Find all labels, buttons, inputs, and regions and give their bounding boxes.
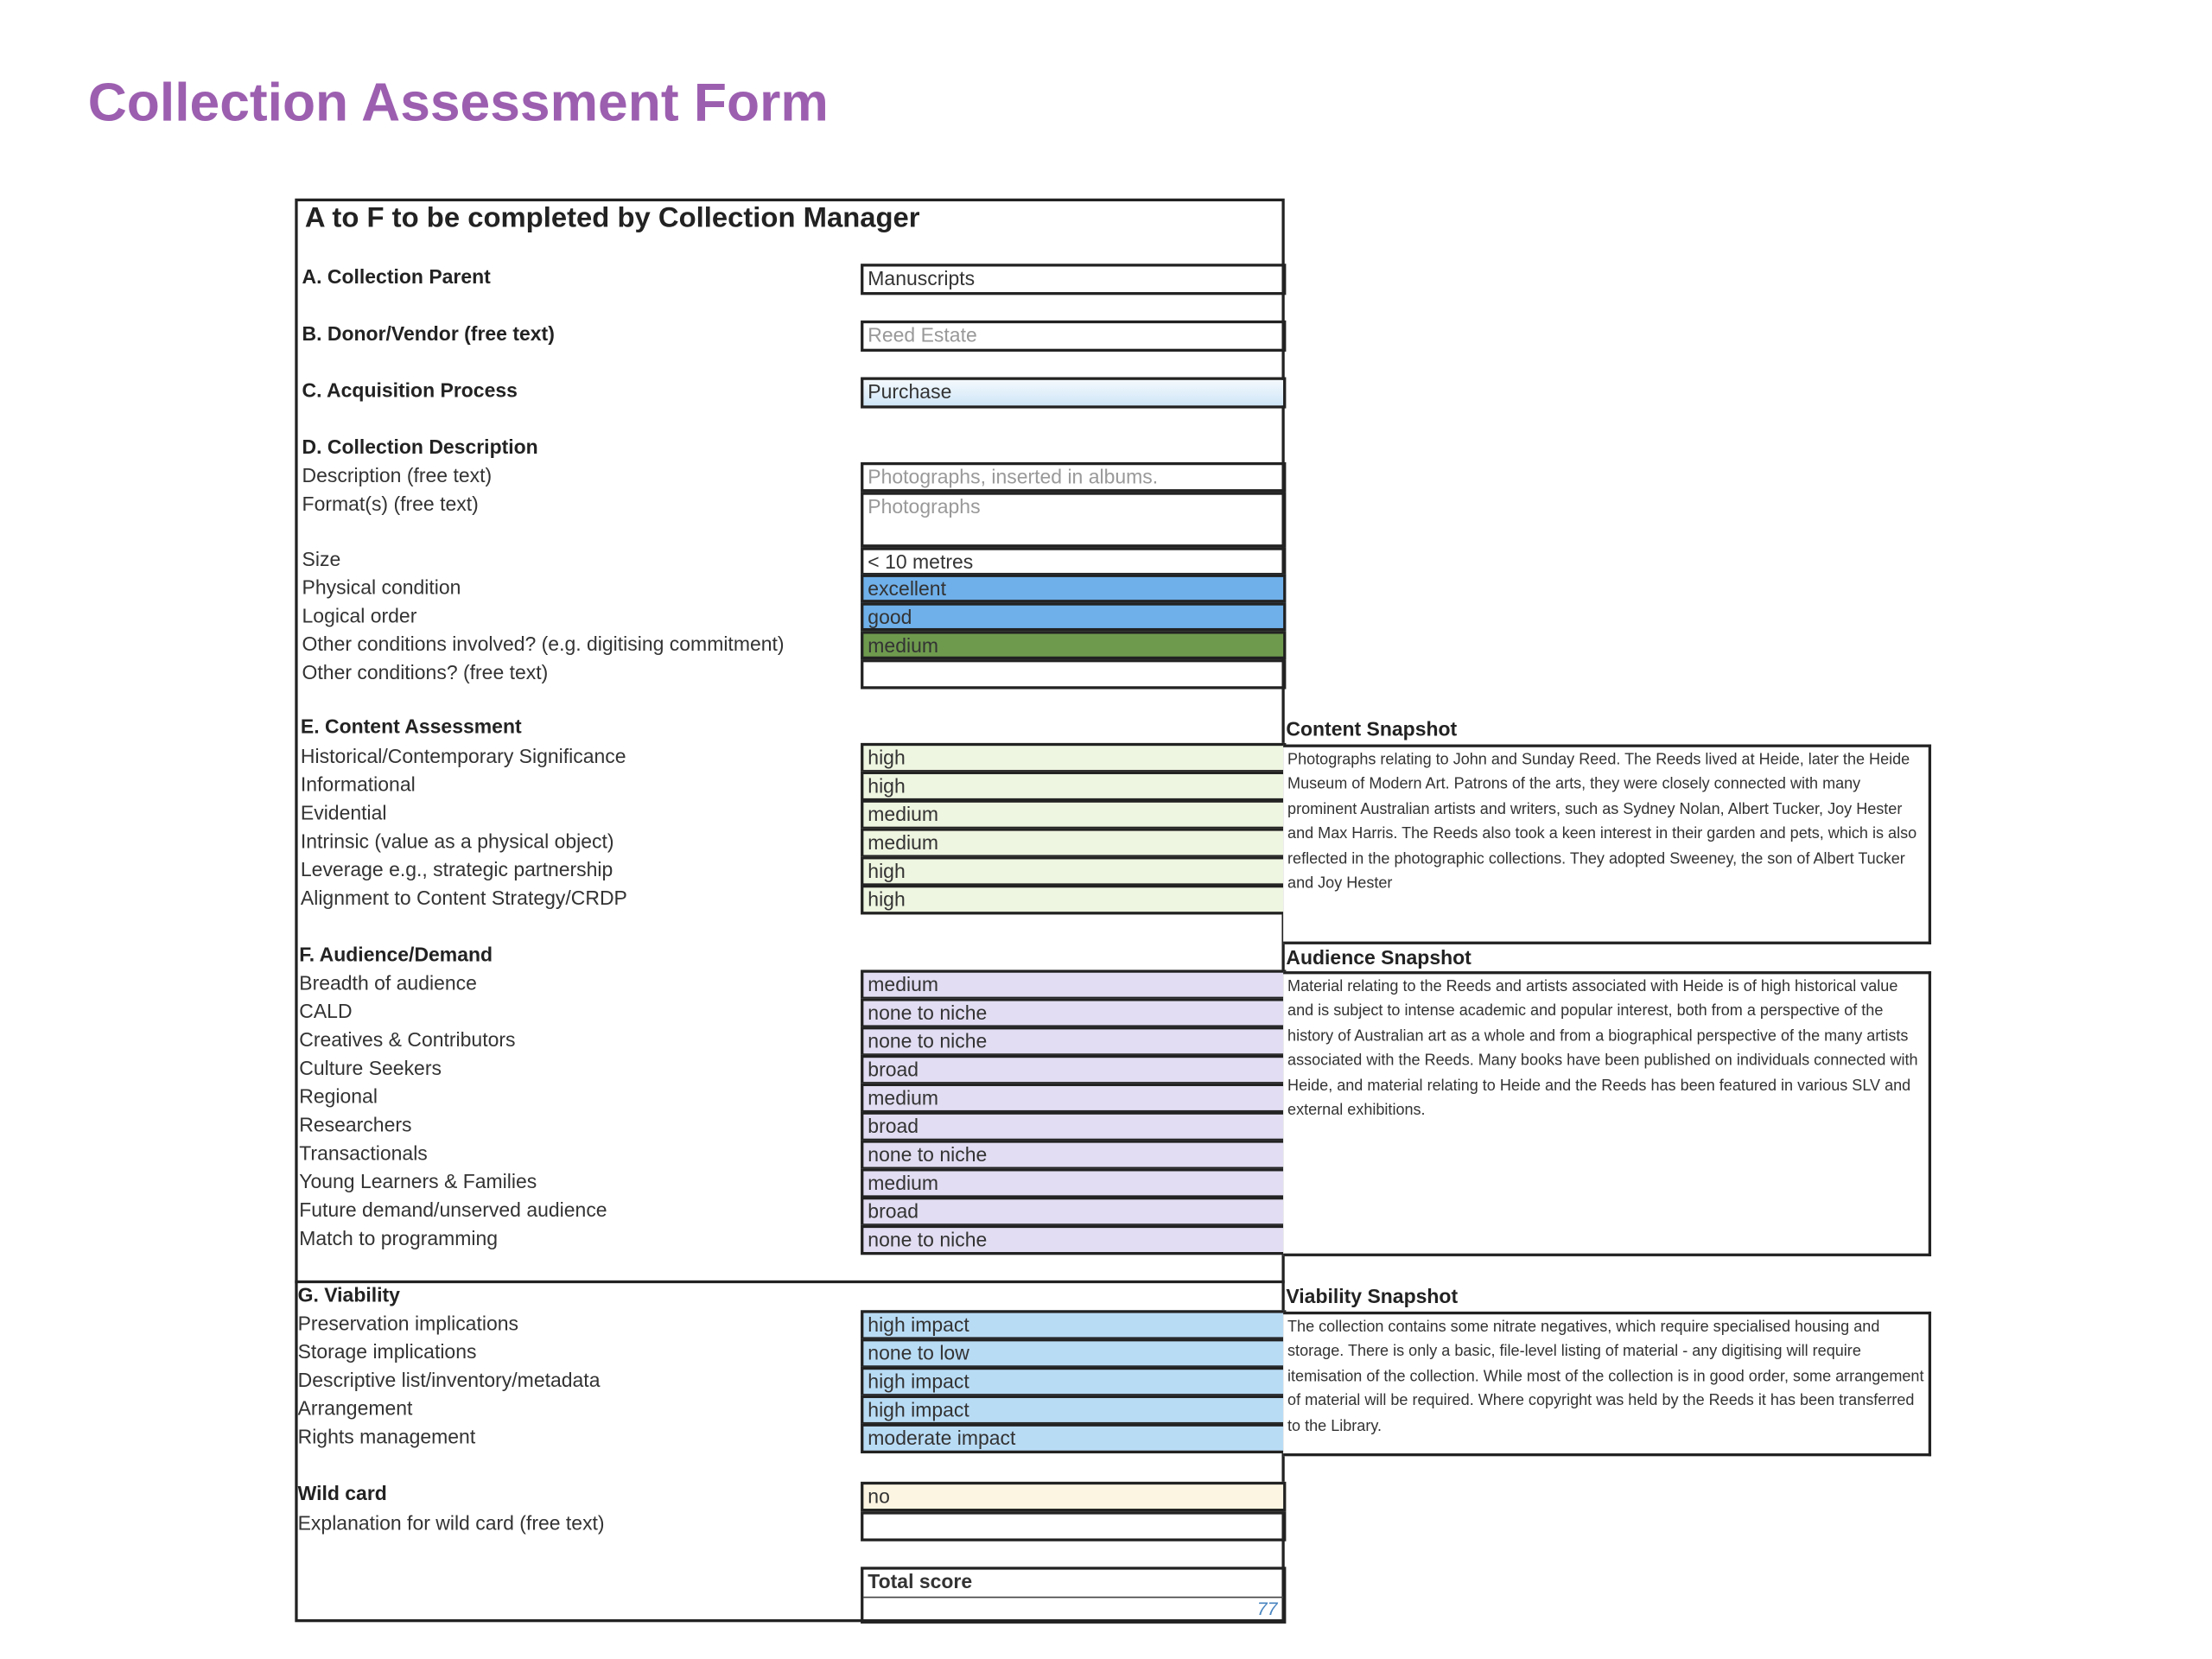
divider — [295, 1281, 1284, 1283]
content-assessment-row-field[interactable]: high — [861, 772, 1286, 801]
audience-demand-row-label: Creatives & Contributors — [299, 1027, 516, 1051]
content-assessment-heading: E. Content Assessment — [300, 715, 522, 738]
audience-snapshot-text[interactable]: Material relating to the Reeds and artists associated with Heide is of high historical value and is subject to intense academic and popular interest, both from a perspective of the history of Australian art as a whole and from a biographical perspective of the many artists associated with the Reeds. Many books have been published on individuals connected with Heide, and material relating to Heide and the Reeds has been featured in various SLV and external exhibitions. — [1283, 971, 1931, 1256]
content-assessment-row-field[interactable]: high — [861, 856, 1286, 886]
collection-parent-label: A. Collection Parent — [302, 264, 491, 289]
content-snapshot-text[interactable]: Photographs relating to John and Sunday Reed. The Reeds lived at Heide, later the Heide Museum of Modern Art. Patrons of the arts, they were closely connected with many prominent Australian artists and writers, such as Sydney Nolan, Albert Tucker, Joy Hester and Max Harris. The Reeds also took a keen interest in their garden and pets, which is also reflected in the photographic collections. They adopted Sweeney, the son of Albert Tucker and Joy Hester — [1283, 745, 1931, 944]
collection-parent-field[interactable]: Manuscripts — [861, 264, 1286, 295]
audience-demand-row-label: CALD — [299, 999, 353, 1023]
viability-heading: G. Viability — [297, 1283, 400, 1306]
content-assessment-row-field[interactable]: medium — [861, 828, 1286, 857]
viability-snapshot-text[interactable]: The collection contains some nitrate negatives, which require specialised housing and storage. There is only a basic, file-level listing of material - any digitising will require itemisation of the collection. While most of the collection is in good order, some arrangement of material will be required. Where copyright was held by the Reeds it has been transferred to the Library. — [1283, 1312, 1931, 1456]
audience-demand-row-field[interactable]: medium — [861, 969, 1286, 999]
wild-card-explanation-field[interactable] — [861, 1511, 1286, 1541]
wild-card-heading: Wild card — [297, 1481, 387, 1505]
content-assessment-row-label: Evidential — [300, 801, 387, 824]
audience-demand-row-label: Young Learners & Families — [299, 1169, 537, 1193]
form-header: A to F to be completed by Collection Manager — [304, 202, 920, 234]
audience-demand-row-label: Researchers — [299, 1113, 412, 1136]
wild-card-explanation-label: Explanation for wild card (free text) — [297, 1511, 605, 1535]
page-title: Collection Assessment Form — [87, 73, 829, 134]
description-row-field[interactable]: excellent — [861, 575, 1286, 603]
audience-demand-row-field[interactable]: none to niche — [861, 1140, 1286, 1169]
content-assessment-row-field[interactable]: high — [861, 885, 1286, 914]
donor-vendor-label: B. Donor/Vendor (free text) — [302, 321, 555, 345]
content-assessment-row-label: Leverage e.g., strategic partnership — [300, 857, 613, 881]
audience-demand-row-label: Match to programming — [299, 1226, 499, 1249]
audience-demand-row-field[interactable]: broad — [861, 1112, 1286, 1141]
content-assessment-row-label: Alignment to Content Strategy/CRDP — [300, 886, 627, 909]
content-snapshot-title: Content Snapshot — [1286, 717, 1458, 741]
description-row-label: Format(s) (free text) — [302, 492, 479, 515]
acquisition-process-field[interactable]: Purchase — [861, 378, 1286, 409]
description-row-label: Size — [302, 547, 341, 570]
description-row-field[interactable]: Photographs — [861, 492, 1286, 547]
description-row-field[interactable]: medium — [861, 631, 1286, 659]
audience-demand-row-field[interactable]: broad — [861, 1055, 1286, 1084]
viability-snapshot-title: Viability Snapshot — [1286, 1284, 1459, 1308]
audience-demand-heading: F. Audience/Demand — [299, 943, 493, 966]
audience-demand-row-field[interactable]: medium — [861, 1168, 1286, 1198]
description-row-field[interactable]: Photographs, inserted in albums. — [861, 462, 1286, 492]
donor-vendor-field[interactable]: Reed Estate — [861, 321, 1286, 352]
viability-row-field[interactable]: moderate impact — [861, 1424, 1286, 1453]
acquisition-process-label: C. Acquisition Process — [302, 378, 518, 402]
content-assessment-row-label: Informational — [300, 772, 416, 796]
description-row-field[interactable]: good — [861, 602, 1286, 631]
total-score-value: 77 — [1256, 1598, 1278, 1620]
audience-demand-row-label: Transactionals — [299, 1141, 428, 1165]
content-assessment-row-label: Historical/Contemporary Significance — [300, 744, 626, 767]
audience-demand-row-label: Regional — [299, 1084, 378, 1108]
viability-row-field[interactable]: high impact — [861, 1367, 1286, 1396]
audience-demand-row-field[interactable]: broad — [861, 1197, 1286, 1226]
viability-row-label: Rights management — [297, 1425, 476, 1448]
viability-row-field[interactable]: high impact — [861, 1395, 1286, 1425]
viability-row-label: Storage implications — [297, 1339, 477, 1363]
audience-demand-row-label: Culture Seekers — [299, 1056, 442, 1079]
content-assessment-row-field[interactable]: high — [861, 743, 1286, 772]
audience-demand-row-label: Breadth of audience — [299, 971, 477, 995]
description-row-label: Description (free text) — [302, 463, 493, 486]
content-assessment-row-field[interactable]: medium — [861, 800, 1286, 830]
description-row-field[interactable]: < 10 metres — [861, 547, 1286, 575]
audience-demand-row-field[interactable]: none to niche — [861, 998, 1286, 1027]
viability-row-label: Arrangement — [297, 1396, 413, 1420]
description-row-label: Physical condition — [302, 575, 461, 599]
total-score-label: Total score — [863, 1570, 1283, 1599]
viability-row-field[interactable]: high impact — [861, 1310, 1286, 1339]
content-assessment-row-label: Intrinsic (value as a physical object) — [300, 829, 614, 853]
audience-demand-row-label: Future demand/unserved audience — [299, 1198, 607, 1221]
audience-demand-row-field[interactable]: medium — [861, 1084, 1286, 1113]
wild-card-field[interactable]: no — [861, 1482, 1286, 1511]
description-row-label: Logical order — [302, 604, 417, 627]
audience-snapshot-title: Audience Snapshot — [1286, 945, 1471, 969]
collection-description-heading: D. Collection Description — [302, 435, 538, 459]
description-row-label: Other conditions involved? (e.g. digitising commitment) — [302, 632, 785, 656]
audience-demand-row-field[interactable]: none to niche — [861, 1225, 1286, 1255]
viability-row-field[interactable]: none to low — [861, 1338, 1286, 1368]
audience-demand-row-field[interactable]: none to niche — [861, 1027, 1286, 1056]
total-score-box — [861, 1567, 1286, 1624]
description-row-field[interactable] — [861, 659, 1286, 689]
description-row-label: Other conditions? (free text) — [302, 660, 549, 683]
viability-row-label: Descriptive list/inventory/metadata — [297, 1368, 601, 1391]
viability-row-label: Preservation implications — [297, 1311, 518, 1335]
